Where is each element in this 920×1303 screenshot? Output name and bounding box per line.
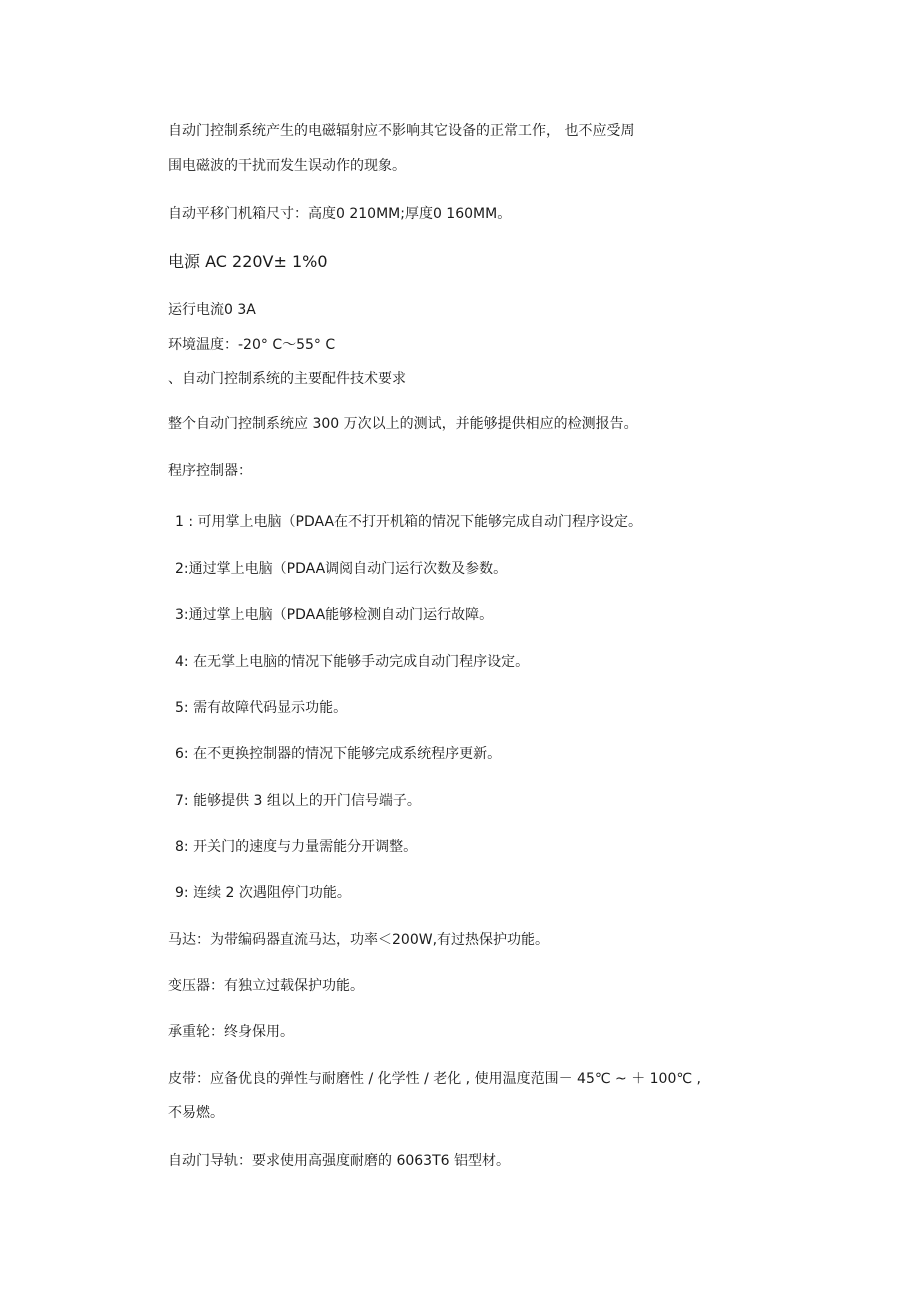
- system-test-line: 整个自动门控制系统应 300 万次以上的测试，并能够提供相应的检测报告。: [168, 416, 638, 432]
- guide-rail-line: 自动门导轨：要求使用高强度耐磨的 6063T6 铝型材。: [168, 1153, 510, 1169]
- motor-line: 马达：为带编码器直流马达，功率＜200W,有过热保护功能。: [168, 932, 550, 948]
- program-controller-heading: 程序控制器：: [168, 463, 252, 479]
- cabinet-size-line: 自动平移门机箱尺寸：高度0 210MM;厚度0 160MM。: [168, 206, 512, 222]
- belt-line-1: 皮带：应备优良的弹性与耐磨性 / 化学性 / 老化 , 使用温度范围－ 45℃ ~ ＋ 100℃ ,: [168, 1071, 701, 1087]
- ambient-temperature-line: 环境温度：-20° C～55° C: [168, 337, 336, 353]
- operating-current-line: 运行电流0 3A: [168, 302, 256, 318]
- controller-item-1: 1 : 可用掌上电脑（PDAA在不打开机箱的情况下能够完成自动门程序设定。: [175, 514, 643, 530]
- belt-line-2: 不易燃。: [168, 1105, 224, 1121]
- controller-item-7: 7: 能够提供 3 组以上的开门信号端子。: [175, 793, 421, 809]
- paragraph-line-emi-1: 自动门控制系统产生的电磁辐射应不影响其它设备的正常工作， 也不应受周: [168, 123, 635, 139]
- controller-item-6: 6: 在不更换控制器的情况下能够完成系统程序更新。: [175, 746, 502, 762]
- controller-item-2: 2:通过掌上电脑（PDAA调阅自动门运行次数及参数。: [175, 561, 508, 577]
- controller-item-4: 4: 在无掌上电脑的情况下能够手动完成自动门程序设定。: [175, 654, 530, 670]
- controller-item-3: 3:通过掌上电脑（PDAA能够检测自动门运行故障。: [175, 607, 494, 623]
- controller-item-5: 5: 需有故障代码显示功能。: [175, 700, 348, 716]
- paragraph-line-emi-2: 围电磁波的干扰而发生误动作的现象。: [168, 158, 406, 174]
- load-wheel-line: 承重轮：终身保用。: [168, 1024, 294, 1040]
- controller-item-9: 9: 连续 2 次遇阻停门功能。: [175, 885, 351, 901]
- section-heading: 、自动门控制系统的主要配件技术要求: [168, 371, 406, 387]
- transformer-line: 变压器：有独立过载保护功能。: [168, 978, 364, 994]
- power-supply-line: 电源 AC 220V± 1%0: [168, 252, 328, 271]
- controller-item-8: 8: 开关门的速度与力量需能分开调整。: [175, 839, 418, 855]
